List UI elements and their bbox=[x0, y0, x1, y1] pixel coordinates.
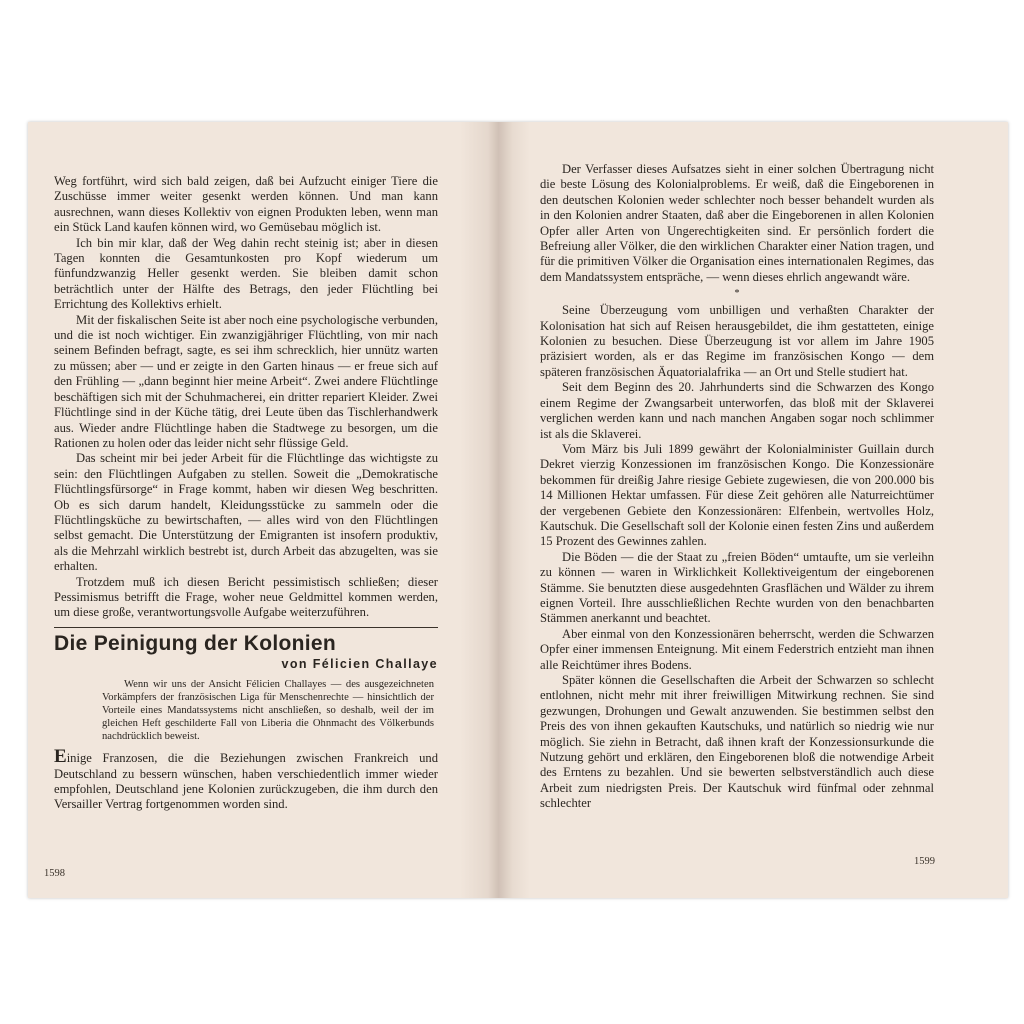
right-paragraph-4: Vom März bis Juli 1899 gewährt der Kolonialminister Guillain durch Dekret vierzig Konzessionen im französischen Kongo. Die Konzessionäre bekommen für dreißig Jahre riesige Gebiete zugewiesen, die von 200.000 bis 14 Millionen Hektar umfassen. Für diese Zeit gehören alle Naturreichtümer der vergebenen Gebiete den Konzessionären: Elfenbein, wertvolles Holz, Kautschuk. Die Gesellschaft soll der Kolonie einen festen Zins und außerdem 15 Prozent des Gewinnes zahlen. bbox=[540, 441, 934, 549]
left-paragraph-1: Weg fortführt, wird sich bald zeigen, daß bei Aufzucht einiger Tiere die Zuschüsse immer weiter gesenkt werden können. Und man kann ausrechnen, wann dieses Kollektiv von eignen Produkten leben, wenn man ein Stück Land kaufen können wird, wo Gemüsebau möglich ist. bbox=[54, 174, 438, 235]
article-author: von Félicien Challaye bbox=[281, 656, 438, 671]
book-gutter-shadow bbox=[460, 122, 530, 898]
article-title: Die Peinigung der Kolonien bbox=[54, 631, 336, 655]
page-number-left: 1598 bbox=[44, 868, 65, 879]
title-divider bbox=[54, 627, 438, 628]
left-paragraph-4: Das scheint mir bei jeder Arbeit für die Flüchtlinge das wichtigste zu sein: den Flüchtlingen Aufgaben zu stellen. Soweit die „Demokratische Flüchtlingsfürsorge“ in Frage kommt, haben wir diesen Weg beschritten. Ob es sich darum handelt, Kleidungsstücke zu sammeln oder die Flüchtlingsküche zu bewirtschaften, — alles wird von den Flüchtlingen selbst gemacht. Die Unterstützung der Emigranten ist insofern produktiv, als die Mehrzahl wirklich bestrebt ist, durch Arbeit das abzugelten, was sie erhalten. bbox=[54, 451, 438, 574]
right-paragraph-2: Seine Überzeugung vom unbilligen und verhaßten Charakter der Kolonisation hat sich auf Reisen herausgebildet, die ihm gestatteten, einige Kolonien zu besuchen. Diese Überzeugung ist vor allem im Jahre 1905 präzisiert worden, als er das Regime im französischen Kongo — dem späteren französischen Äquatorialafrika — an Ort und Stelle studiert hat. bbox=[540, 303, 934, 379]
left-paragraph-3: Mit der fiskalischen Seite ist aber noch eine psychologische verbunden, und die ist noch wichtiger. Ein zwanzigjähriger Flüchtling, von mir nach seinem Befinden befragt, sagte, es sei ihm schrecklich, hier unnütz warten zu müssen; aber — und er zeigte in den Garten hinaus — er freue sich auf den Frühling — „dann beginnt hier meine Arbeit“. Zwei andere Flüchtlinge beschäftigen sich mit der Schuhmacherei, ein dritter repariert Kleider. Zwei Flüchtlinge sind in der Küche tätig, drei Leute üben das Tischlerhandwerk aus. Wieder andre Flüchtlinge haben die Stadtwege zu besorgen, um die Rationen zu holen oder das leider nicht sehr flüssige Geld. bbox=[54, 312, 438, 450]
right-paragraph-3: Seit dem Beginn des 20. Jahrhunderts sind die Schwarzen des Kongo einem Regime der Zwangsarbeit unterworfen, das bloß mit der Sklaverei verglichen werden kann und nach manchen Angaben sogar noch schlimmer ist als die Sklaverei. bbox=[540, 380, 934, 441]
right-paragraph-1: Der Verfasser dieses Aufsatzes sieht in einer solchen Übertragung nicht die beste Lösung des Kolonialproblems. Er weiß, daß die Eingeborenen in den deutschen Kolonien weder schlechter noch besser behandelt wurden als in den Kolonien andrer Staaten, daß aber die Eingeborenen in allen Kolonien Opfer aller Arten von Ungerechtigkeiten sind. Er persönlich fordert die Befreiung aller Völker, die den wirklichen Charakter einer Nation tragen, und für die primitiven Völker die Organisation eines internationalen Regimes, das dem Mandatssystem entspräche, — wenn dieses ehrlich angewandt wäre. bbox=[540, 162, 934, 284]
editorial-note: Wenn wir uns der Ansicht Félicien Challayes — des ausgezeichneten Vorkämpfers der französischen Liga für Menschenrechte — hinsichtlich der Vorteile eines Mandatssystems nicht anschließen, so deshalb, weil der im gleichen Heft geschilderte Fall von Liberia die Ohnmacht des Völkerbunds nachdrücklich beweist. bbox=[102, 679, 434, 743]
left-paragraph-2: Ich bin mir klar, daß der Weg dahin recht steinig ist; aber in diesen Tagen konnten die Gesamtunkosten pro Kopf wiederum um fünfundzwanzig Heller gesenkt werden. Sie bleiben damit schon beträchtlich unter der Hälfte des Betrags, den jeder Flüchtling bei Errichtung des Kollektivs erhielt. bbox=[54, 235, 438, 312]
right-paragraph-6: Aber einmal von den Konzessionären beherrscht, werden die Schwarzen Opfer einer immensen Enteignung. Mit einem Federstrich entzieht man ihnen alle Reichtümer ihres Bodens. bbox=[540, 626, 934, 672]
page-number-right: 1599 bbox=[914, 856, 935, 867]
article-first-paragraph: Einige Franzosen, die die Beziehungen zwischen Frankreich und Deutschland zu bessern wünschen, haben verschiedentlich immer wieder empfohlen, Deutschland jene Kolonien zurückzugeben, die ihm durch den Versailler Vertrag fortgenommen worden sind. bbox=[54, 746, 438, 812]
right-paragraph-5: Die Böden — die der Staat zu „freien Böden“ umtaufte, um sie verleihn zu können — waren in Wirklichkeit Kollektiveigentum der eingeborenen Stämme. Sie benutzten diese ausgedehnten Grasflächen und Wälder zu ihrem eignen Vorteil. Ihre ausschließlichen Rechte wurden von den benachbarten Stämmen anerkannt und beachtet. bbox=[540, 549, 934, 626]
book-spread bbox=[28, 122, 1008, 898]
right-paragraph-7: Später können die Gesellschaften die Arbeit der Schwarzen so schlecht entlohnen, nicht mehr mit ihrer freiwilligen Mitwirkung rechnen. Sie sind gezwungen, Drohungen und Gewalt anzuwenden. Sie bestimmen selbst den Preis des von ihnen gekauften Kautschuks, und natürlich so niedrig wie nur möglich. Sie ziehn in Betracht, daß ihnen kraft der Konzessionsurkunde die Nutzung gehört und erklären, den Eingeborenen bloß die notwendige Arbeit des Erntens zu bezahlen. Und sie bewerten selbstverständlich auch diese Arbeit zum niedrigsten Preis. Der Kautschuk wird fünfmal oder zehnmal schlechter bbox=[540, 673, 934, 811]
left-paragraph-5: Trotzdem muß ich diesen Bericht pessimistisch schließen; dieser Pessimismus betrifft die Frage, woher neue Geldmittel kommen werden, um diese große, verantwortungsvolle Aufgabe weiterzuführen. bbox=[54, 574, 438, 620]
section-separator: * bbox=[734, 288, 740, 300]
left-page bbox=[54, 174, 438, 813]
right-page bbox=[540, 162, 934, 812]
